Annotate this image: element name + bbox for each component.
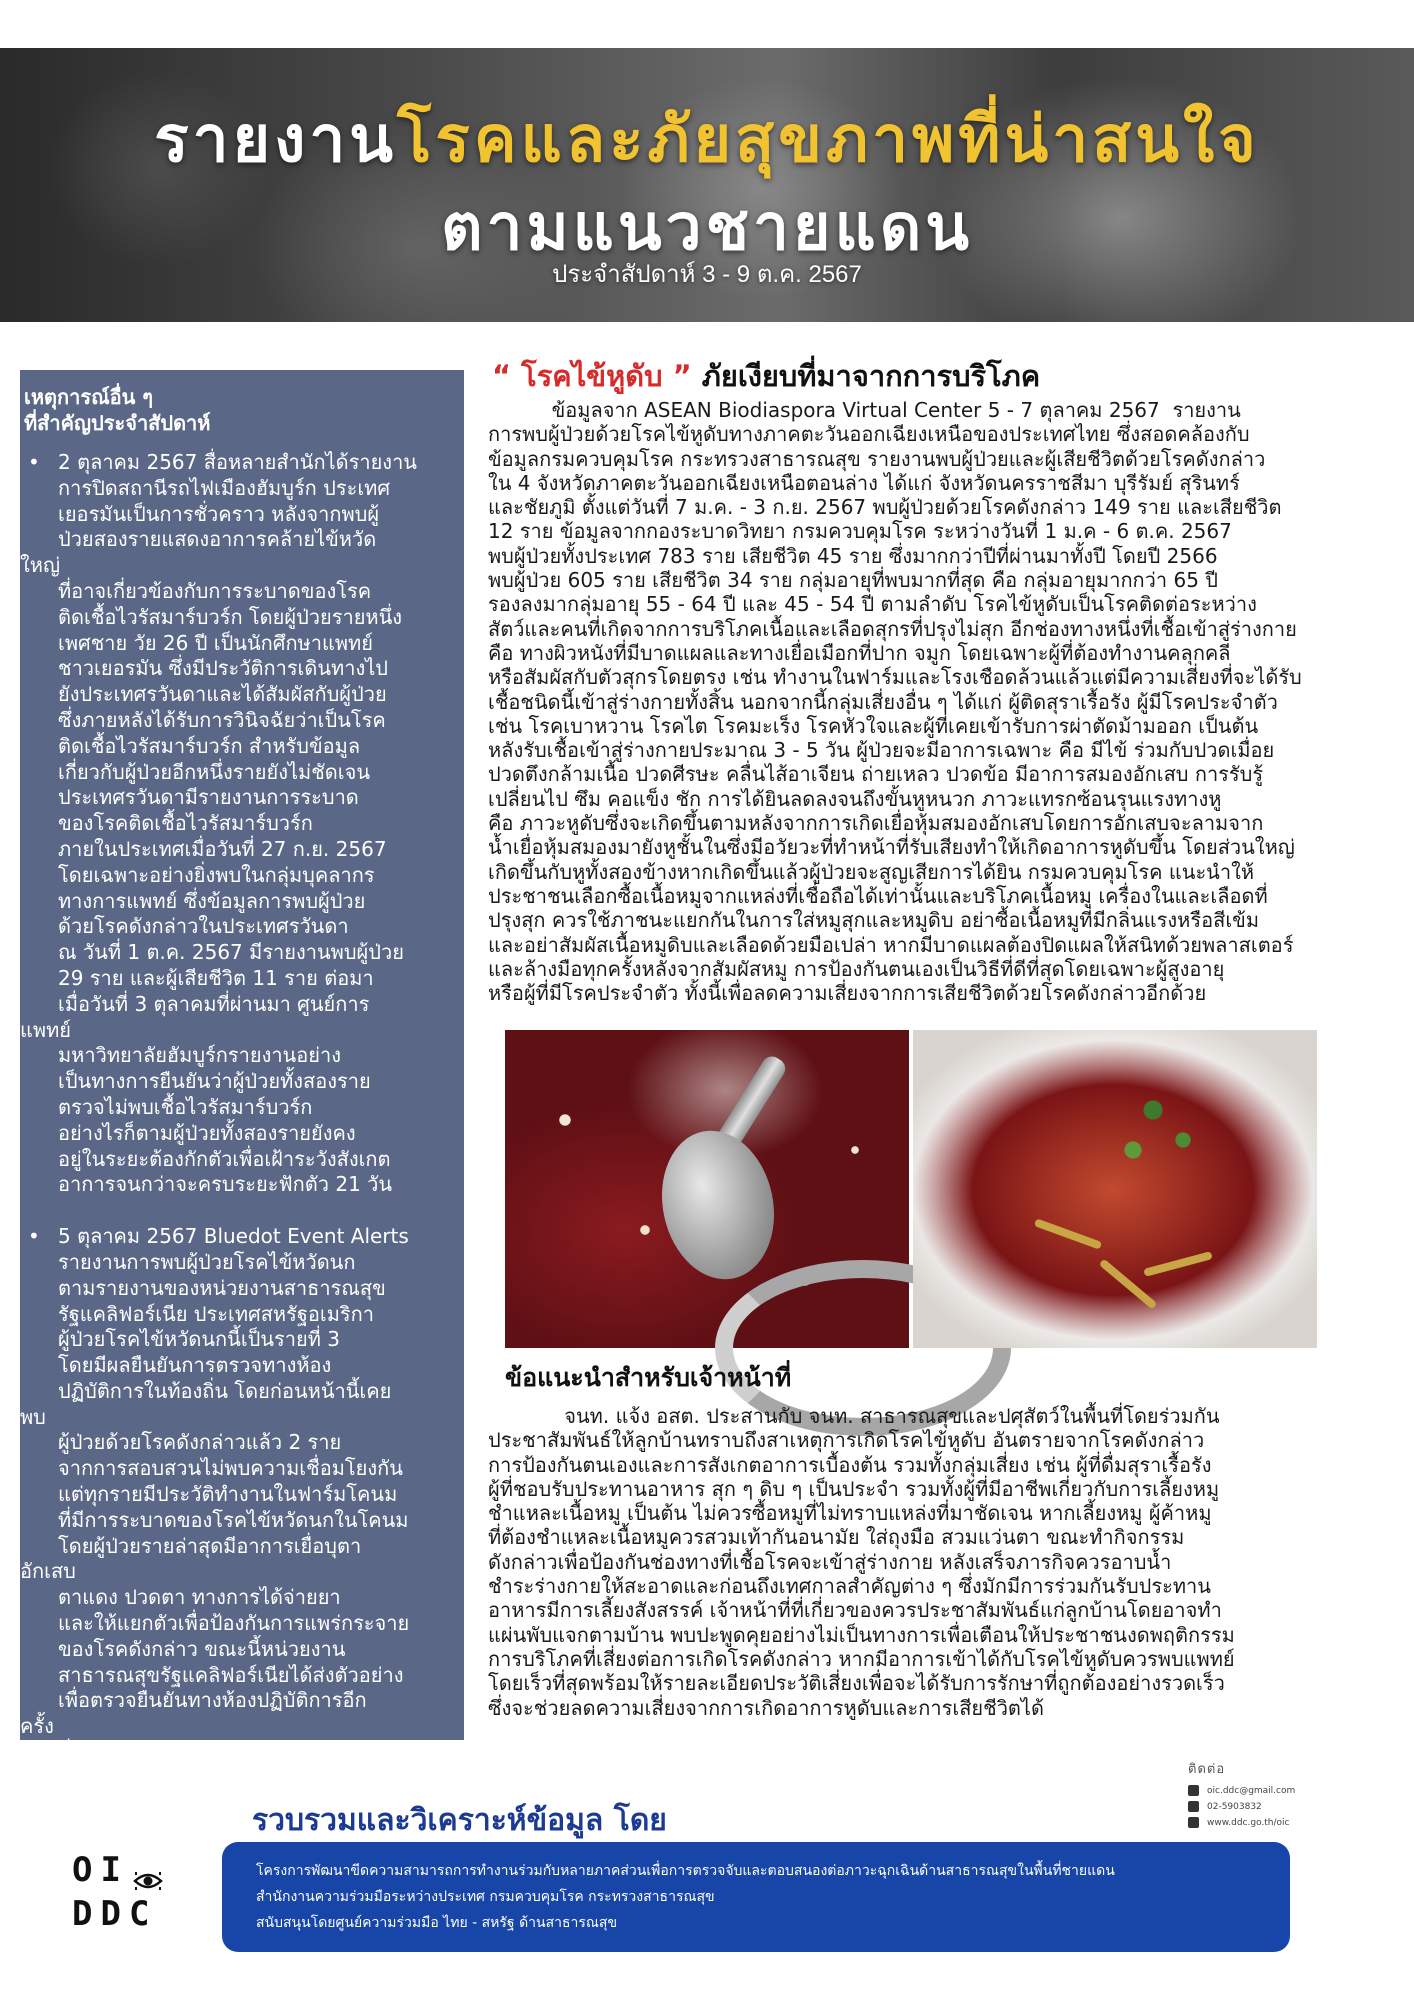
text-line: โดยเร็วที่สุดพร้อมให้รายละเอียดประวัติเสี่ยงเพื่อจะได้รับการรักษาที่ถูกต้องอย่างรวดเร็ว (488, 1671, 1225, 1696)
event-line: ตาแดง ปวดตา ทางการได้จ่ายยา (58, 1585, 341, 1610)
text-line: เช่น โรคเบาหวาน โรคไต โรคมะเร็ง โรคหัวใจและผู้ที่เคยเข้ารับการผ่าตัดม้ามออก เป็นต้น (488, 713, 1259, 738)
sidebar-title (24, 384, 464, 436)
headline-text: ภัยเงียบที่มาจากการบริโภค (691, 359, 1041, 393)
event-line: อักเสบ (20, 1559, 76, 1584)
text-line: น้ำเยื่อหุ้มสมองมายังหูชั้นในซึ่งมีอวัยวะที่ทำหน้าที่รับเสียงทำให้เกิดอาการหูดับขึ้น โดยส่วนใหญ่ (488, 835, 1295, 860)
phone-row[interactable] (1188, 1801, 1295, 1812)
event-line: ที่อาจเกี่ยวข้องกับการระบาดของโรค (58, 578, 372, 603)
other-events-sidebar (20, 370, 464, 1765)
event-line: ภายในประเทศเมื่อวันที่ 27 ก.ย. 2567 (58, 836, 387, 861)
text-line: หรือสัมผัสกับตัวสุกรโดยตรง เช่น ทำงานในฟาร์มและโรงเชือดล้วนแล้วแต่มีความเสี่ยงที่จะได้รับ (488, 665, 1302, 690)
event-line: ติดเชื้อไวรัสมาร์บวร์ก สำหรับข้อมูล (58, 733, 361, 758)
text-line: คือ ทางผิวหนังที่มีบาดแผลและทางเยื่อเมือกที่ปาก จมูก โดยเฉพาะผู้ที่ต้องทำงานคลุกคลี (488, 640, 1231, 665)
contact-title: ติดต่อ (1188, 1762, 1226, 1777)
event-line: โดยมีผลยืนยันการตรวจทางห้อง (58, 1353, 332, 1378)
support-text: สนับสนุนโดยศูนย์ความร่วมมือ ไทย - สหรัฐ ด้านสาธารณสุข (256, 1915, 618, 1931)
title-prefix: รายงาน (154, 103, 398, 177)
text-line: ผู้ที่ชอบรับประทานอาหาร สุก ๆ ดิบ ๆ เป็นประจำ รวมทั้งผู้ที่มีอาชีพเกี่ยวกับการเลี้ยงหมู (488, 1476, 1220, 1501)
text-line: การป้องกันตนเองและการสังเกตอาการเบื้องต้น รวมทั้งกลุ่มเสี่ยง เช่น ผู้ที่ดื่มสุราเรื้อรัง (488, 1452, 1212, 1477)
web-row[interactable] (1188, 1817, 1295, 1828)
event-line: เพื่อตรวจยืนยันทางห้องปฏิบัติการอีก (58, 1688, 367, 1713)
email-row[interactable] (1188, 1785, 1295, 1796)
officer-advice-body (488, 1404, 1235, 1720)
event-line: ผู้ป่วยโรคไข้หวัดนกนี้เป็นรายที่ 3 (58, 1327, 340, 1352)
text-line: ข้อมูลจาก ASEAN Biodiaspora Virtual Center 5 - 7 ตุลาคม 2567 รายงาน (488, 398, 1241, 422)
contact-web[interactable]: www.ddc.go.th/oic (1207, 1817, 1290, 1828)
event-line: พบ (20, 1404, 46, 1429)
text-line: ปรุงสุก ควรใช้ภาชนะแยกกันในการใส่หมูสุกและหมูดิบ อย่าซื้อเนื้อหมูที่มีกลิ่นแรงหรือสีเข้ม (488, 908, 1260, 933)
event-line: มหาวิทยาลัยฮัมบูร์กรายงานอย่าง (58, 1043, 341, 1068)
event-line: เยอรมันเป็นการชั่วคราว หลังจากพบผู้ (58, 501, 380, 526)
event-line: การปิดสถานีรถไฟเมืองฮัมบูร์ก ประเทศ (58, 475, 391, 500)
compiled-by-label: รวบรวมและวิเคราะห์ข้อมูล โดย (252, 1803, 667, 1838)
text-line: ซึ่งจะช่วยลดความเสี่ยงจากการเกิดอาการหูดับและการเสียชีวิตได้ (488, 1695, 1044, 1720)
text-line: ชำแหละเนื้อหมู เป็นต้น ไม่ควรซื้อหมูที่ไม่ทราบแหล่งที่มาชัดเจน หากเลี้ยงหมู ผู้ค้าหมู (488, 1501, 1212, 1526)
event-line: 2 ตุลาคม 2567 สื่อหลายสำนักได้รายงาน (58, 450, 417, 474)
sidebar-title-line2: ที่สำคัญประจำสัปดาห์ (24, 411, 211, 435)
text-line: จนท. แจ้ง อสต. ประสานกับ จนท. สาธารณสุขและปศุสัตว์ในพื้นที่โดยร่วมกัน (488, 1404, 1220, 1428)
article-headline (492, 353, 1040, 399)
text-line: หลังรับเชื้อเข้าสู่ร่างกายประมาณ 3 - 5 วัน ผู้ป่วยจะมีอาการเฉพาะ คือ มีไข้ ร่วมกับปวดเมื่อย (488, 738, 1275, 763)
bullet-icon: • (28, 450, 40, 474)
event-line: ป่วยสองรายแสดงอาการคล้ายไข้หวัด (58, 527, 377, 552)
headline-disease: “ โรคไข้หูดับ ” (492, 359, 692, 393)
event-line: รายงานการพบผู้ป่วยโรคไข้หวัดนก (58, 1249, 356, 1274)
text-line: ข้อมูลกรมควบคุมโรค กระทรวงสาธารณสุข รายงานพบผู้ป่วยและผู้เสียชีวิตด้วยโรคดังกล่าว (488, 446, 1266, 471)
globe-icon (1188, 1817, 1199, 1828)
text-line: และชัยภูมิ ตั้งแต่วันที่ 7 ม.ค. - 3 ก.ย. 2567 พบผู้ป่วยด้วยโรคดังกล่าว 149 ราย และเสียชีวิต (488, 495, 1282, 520)
bullet-icon: • (28, 1224, 40, 1249)
text-line: ประชาสัมพันธ์ให้ลูกบ้านทราบถึงสาเหตุการเกิดโรคไข้หูดับ อันตรายจากโรคดังกล่าว (488, 1428, 1205, 1453)
events-list (20, 450, 464, 1766)
event-line: ผู้ป่วยด้วยโรคดังกล่าวแล้ว 2 ราย (58, 1430, 342, 1455)
garnish-strip (1099, 1258, 1158, 1309)
project-info-box (222, 1842, 1290, 1952)
event-line: อยู่ในระยะต้องกักตัวเพื่อเฝ้าระวังสังเกต (58, 1146, 391, 1171)
text-line: 12 ราย ข้อมูลจากกองระบาดวิทยา กรมควบคุมโรค ระหว่างวันที่ 1 ม.ค - 6 ต.ค. 2567 (488, 519, 1232, 544)
event-line: สาธารณสุขรัฐแคลิฟอร์เนียได้ส่งตัวอย่าง (58, 1662, 404, 1687)
garnish-strip (1143, 1251, 1213, 1277)
contact-info (1188, 1758, 1295, 1833)
event-line: 29 ราย และผู้เสียชีวิต 11 ราย ต่อมา (58, 965, 374, 990)
event-line: เพศชาย วัย 26 ปี เป็นนักศึกษาแพทย์ (58, 630, 373, 655)
text-line: การบริโภคที่เสี่ยงต่อการเกิดโรคดังกล่าว หากมีอาการเข้าได้กับโรคไข้หูดับควรพบแพทย์ (488, 1646, 1235, 1671)
eye-icon (133, 1860, 163, 1884)
event-item (20, 1224, 454, 1766)
text-line: รองลงมากลุ่มอายุ 55 - 64 ปี และ 45 - 54 ปี ตามลำดับ โรคไข้หูดับเป็นโรคติดต่อระหว่าง (488, 592, 1257, 617)
event-line: เกี่ยวกับผู้ป่วยอีกหนึ่งรายยังไม่ชัดเจน (58, 759, 371, 784)
report-title (0, 88, 1414, 190)
text-line: พบผู้ป่วยทั้งประเทศ 783 ราย เสียชีวิต 45 ราย ซึ่งมากกว่าปีที่ผ่านมาทั้งปี โดยปี 2566 (488, 543, 1218, 568)
contact-phone[interactable]: 02-5903832 (1207, 1801, 1262, 1812)
event-line: แพทย์ (20, 1017, 71, 1042)
event-line: จากการสอบสวนไม่พบความเชื่อมโยงกัน (58, 1456, 403, 1481)
event-line: ชาวเยอรมัน ซึ่งมีประวัติการเดินทางไป (58, 656, 388, 681)
text-line: คือ ภาวะหูดับซึ่งจะเกิดขึ้นตามหลังจากการเกิดเยื่อหุ้มสมองอักเสบโดยการอักเสบจะลามจาก (488, 811, 1264, 836)
logo-ddc: DDC (72, 1894, 158, 1934)
event-line: ที่ศูนย์ควบคุมโรคติดต่อสหรัฐอเมริกา (58, 1740, 373, 1765)
event-line: ด้วยโรคดังกล่าวในประเทศรวันดา (58, 914, 349, 939)
text-line: ใน 4 จังหวัดภาคตะวันออกเฉียงเหนือตอนล่าง ได้แก่ จังหวัดนครราชสีมา บุรีรัมย์ สุรินทร์ (488, 470, 1240, 495)
event-line: ที่มีการระบาดของโรคไข้หวัดนกในโคนม (58, 1507, 409, 1532)
event-line: ตามรายงานของหน่วยงานสาธารณสุข (58, 1275, 386, 1300)
event-line: รัฐแคลิฟอร์เนีย ประเทศสหรัฐอเมริกา (58, 1301, 374, 1326)
text-line: ประชาชนเลือกซื้อเนื้อหมูจากแหล่งที่เชื่อถือได้เท่านั้นและบริโภคเนื้อหมู เครื่องในและเลือดที่ (488, 883, 1268, 908)
event-line: ของโรคดังกล่าว ขณะนี้หน่วยงาน (58, 1636, 346, 1661)
text-line: สัตว์และคนที่เกิดจากการบริโภคเนื้อและเลือดสุกรที่ปรุงไม่สุก อีกช่องทางหนึ่งที่เชื้อเข้าสู่ร่างกาย (488, 616, 1297, 641)
garnish-strip (1034, 1218, 1103, 1249)
event-line: โดยผู้ป่วยรายล่าสุดมีอาการเยื่อบุตา (58, 1533, 362, 1558)
raw-pork-dish-photo (505, 1030, 909, 1348)
text-line: ที่ต้องชำแหละเนื้อหมูควรสวมเท้ากันอนามัย ใส่ถุงมือ สวมแว่นตา ขณะทำกิจกรรม (488, 1525, 1185, 1550)
event-line: ใหญ่ (20, 553, 60, 578)
event-line: 5 ตุลาคม 2567 Bluedot Event Alerts (58, 1224, 409, 1249)
text-line: อาหารมีการเลี้ยงสังสรรค์ เจ้าหน้าที่ที่เกี่ยวของควรประชาสัมพันธ์แก่ลูกบ้านโดยอาจทำ (488, 1598, 1222, 1623)
oic-ddc-logo (72, 1848, 192, 1936)
text-line: เชื้อชนิดนี้เข้าสู่ร่างกายทั้งสิ้น นอกจากนี้กลุ่มเสี่ยงอื่น ๆ ได้แก่ ผู้ติดสุราเรื้อรัง ผู้มีโรคประจำตัว (488, 689, 1278, 714)
text-line: และอย่าสัมผัสเนื้อหมูดิบและเลือดด้วยมือเปล่า หากมีบาดแผลต้องปิดแผลให้สนิทด้วยพลาสเตอร์ (488, 932, 1294, 957)
logo-oi: OI (72, 1850, 129, 1890)
event-line: ครั้ง (20, 1714, 54, 1739)
sidebar-title-line1: เหตุการณ์อื่น ๆ (24, 385, 154, 409)
text-line: เปลี่ยนไป ซึม คอแข็ง ชัก การได้ยินลดลงจนถึงขั้นหูหนวก ภาวะแทรกซ้อนรุนแรงทางหู (488, 786, 1222, 811)
phone-icon (1188, 1801, 1199, 1812)
text-line: ปวดตึงกล้ามเนื้อ ปวดศีรษะ คลื่นไส้อาเจียน ถ่ายเหลว ปวดข้อ มีอาการสมองอักเสบ การรับรู้ (488, 762, 1264, 787)
event-line: ซึ่งภายหลังได้รับการวินิจฉัยว่าเป็นโรค (58, 707, 386, 732)
ladle (649, 1120, 788, 1290)
event-line: เมื่อวันที่ 3 ตุลาคมที่ผ่านมา ศูนย์การ (58, 991, 370, 1016)
text-line: และล้างมือทุกครั้งหลังจากสัมผัสหมู การป้องกันตนเองเป็นวิธีที่ดีที่สุดโดยเฉพาะผู้สูงอายุ (488, 956, 1225, 981)
event-line: ตรวจไม่พบเชื้อไวรัสมาร์บวร์ก (58, 1094, 313, 1119)
text-line: พบผู้ป่วย 605 ราย เสียชีวิต 34 ราย กลุ่มอายุที่พบมากที่สุด คือ กลุ่มอายุมากกว่า 65 ปี (488, 568, 1218, 593)
text-line: การพบผู้ป่วยด้วยโรคไข้หูดับทางภาคตะวันออกเฉียงเหนือของประเทศไทย ซึ่งสอดคล้องกับ (488, 422, 1250, 447)
text-line: ชำระร่างกายให้สะอาดและก่อนถึงเทศกาลสำคัญต่าง ๆ ซึ่งมักมีการร่วมกันรับประทาน (488, 1574, 1211, 1599)
project-name: โครงการพัฒนาขีดความสามารถการทำงานร่วมกับหลายภาคส่วนเพื่อการตรวจจับและตอบสนองต่อภาวะฉุกเฉินด้านสาธารณสุขในพื้นที่ชายแดน (256, 1863, 1115, 1879)
text-line: แผ่นพับแจกตามบ้าน พบปะพูดคุยอย่างไม่เป็นทางการเพื่อเตือนให้ประชาชนงดพฤติกรรม (488, 1622, 1235, 1647)
event-line: แต่ทุกรายมีประวัติทำงานในฟาร์มโคนม (58, 1482, 398, 1507)
event-line: และให้แยกตัวเพื่อป้องกันการแพร่กระจาย (58, 1611, 410, 1636)
event-line: อย่างไรก็ตามผู้ป่วยทั้งสองรายยังคง (58, 1120, 356, 1145)
text-line: ดังกล่าวเพื่อป้องกันช่องทางที่เชื้อโรคจะเข้าสู่ร่างกาย หลังเสร็จภารกิจควรอาบน้ำ (488, 1549, 1172, 1574)
event-line: อาการจนกว่าจะครบระยะฟักตัว 21 วัน (58, 1172, 393, 1197)
office-name: สำนักงานความร่วมมือระหว่างประเทศ กรมควบคุมโรค กระทรวงสาธารณสุข (256, 1889, 715, 1905)
event-line: ของโรคติดเชื้อไวรัสมาร์บวร์ก (58, 811, 313, 836)
report-week: ประจำสัปดาห์ 3 - 9 ต.ค. 2567 (552, 261, 862, 288)
contact-email[interactable]: oic.ddc@gmail.com (1207, 1785, 1296, 1796)
report-title-line2: ตามแนวชายแดน (440, 191, 974, 265)
header-banner (0, 48, 1414, 322)
event-line: ประเทศรวันดามีรายงานการระบาด (58, 785, 359, 810)
raw-blood-dish-photo (913, 1030, 1317, 1348)
event-line: ติดเชื้อไวรัสมาร์บวร์ก โดยผู้ป่วยรายหนึ่ง (58, 604, 403, 629)
event-line: ยังประเทศรวันดาและได้สัมผัสกับผู้ป่วย (58, 682, 387, 707)
event-line: ณ วันที่ 1 ต.ค. 2567 มีรายงานพบผู้ป่วย (58, 940, 404, 965)
event-line: เป็นทางการยืนยันว่าผู้ป่วยทั้งสองราย (58, 1069, 371, 1094)
event-line: ปฏิบัติการในท้องถิ่น โดยก่อนหน้านี้เคย (58, 1378, 392, 1403)
title-highlight: โรคและภัยสุขภาพที่น่าสนใจ (397, 103, 1260, 177)
article-body (488, 398, 1302, 1005)
officer-advice-heading: ข้อแนะนำสำหรับเจ้าหน้าที่ (505, 1363, 792, 1392)
text-line: หรือผู้ที่มีโรคประจำตัว ทั้งนี้เพื่อลดความเสี่ยงจากการเสียชีวิตด้วยโรคดังกล่าวอีกด้วย (488, 981, 1207, 1006)
event-line: ทางการแพทย์ ซึ่งข้อมูลการพบผู้ป่วย (58, 888, 366, 913)
text-line: เกิดขึ้นกับหูทั้งสองข้างหากเกิดขึ้นแล้วผู้ป่วยจะสูญเสียการได้ยิน กรมควบคุมโรค แนะนำให้ (488, 859, 1255, 884)
event-line: โดยเฉพาะอย่างยิ่งพบในกลุ่มบุคลากร (58, 862, 375, 887)
event-item (20, 450, 454, 1198)
mail-icon (1188, 1785, 1199, 1796)
